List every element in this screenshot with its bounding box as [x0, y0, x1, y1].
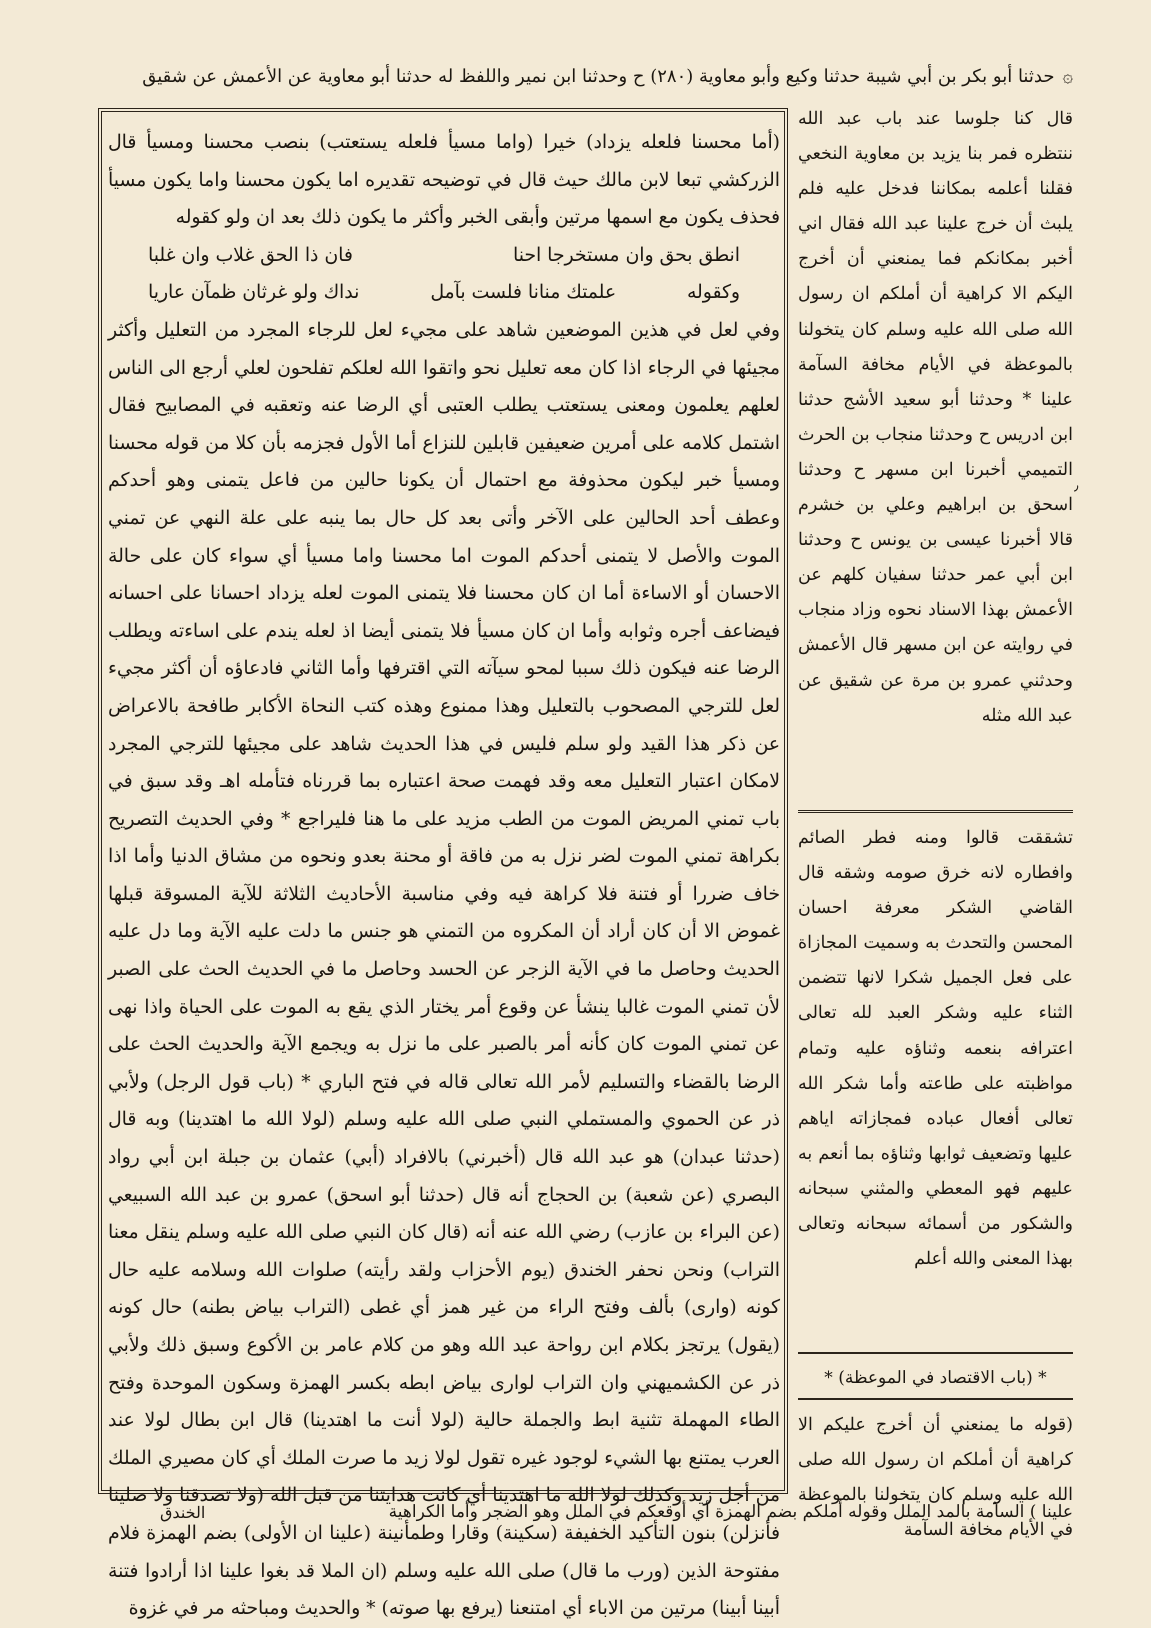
matn-bottom-block: (قوله ما يمنعني أن أخرج عليكم الا كراهية أن أملكم ان رسول الله صلى الله عليه وسلم كان يتخولنا بالموعظة في الأيام مخافة السآمة	[798, 1415, 1073, 1541]
verse-hemistich: فان ذا الحق غلاب وان غلبا	[148, 244, 353, 266]
catchword: الخندق	[160, 1503, 206, 1522]
divider	[798, 810, 1073, 813]
matn-column	[798, 102, 1073, 1541]
verse-hemistich: نداك ولو غرثان ظمآن عاريا	[148, 282, 360, 304]
poetry-line	[108, 237, 780, 275]
header-text: حدثنا أبو بكر بن أبي شيبة حدثنا وكيع وأبو معاوية (٢٨٠) ح وحدثنا ابن نمير واللفظ له حدثنا أبو معاوية عن الأعمش عن شقيق	[142, 66, 1055, 87]
ornament-icon: ۞	[1062, 66, 1073, 87]
divider	[798, 1352, 1073, 1354]
sharh-paragraph: وفي لعل في هذين الموضعين شاهد على مجيء لعل للرجاء المجرد من التعليل وأكثر مجيئها في الرجاء اذا كان معه تعليل نحو واتقوا الله لعلكم تفلحون لعلي أرجع الى الناس لعلهم يعلمون ومعنى يستعتب يطلب العتبى أي الرضا عنه وتعقبه في المصابيح فقال اشتمل كلامه على أمرين ضعيفين قابلين للنزاع أما الأول فجزمه بأن كلا من قوله محسنا ومسيأ خبر ليكون محذوفة مع احتمال أن يكونا حالين من فاعل يتمنى وهو أحدكم وعطف أحد الحالين على الآخر وأتى بعد كل حال بما ينبه على علة النهي عن تمني الموت والأصل لا يتمنى أحدكم الموت اما محسنا واما مسيأ أي سواء كان على حالة الاحسان أو الاساءة أما ان كان محسنا فلا يتمنى الموت لعله يزداد احسانا على احسانه فيضاعف أجره وثوابه وأما ان كان مسيأ فلا يتمنى أيضا اذ لعله يندم على اساءته ويطلب الرضا عنه فيكون ذلك سببا لمحو سيآته التي اقترفها وأما الثاني فادعاؤه أن أكثر مجيء لعل للترجي المصحوب بالتعليل وهذا ممنوع وهذه كتب النحاة الأكابر طافحة بالاعراض عن ذكر هذا القيد ولو سلم فليس في هذا الحديث شاهد على مجيئها للترجي المجرد لامكان اعتبار التعليل معه وقد فهمت صحة اعتباره بما قررناه فتأمله اهـ وقد سبق في باب تمني المريض الموت من الطب مزيد على ما هنا فليراجع * وفي الحديث التصريح بكراهة تمني الموت لضر نزل به من فاقة أو محنة بعدو ونحوه من مشاق الدنيا وأما اذا خاف ضررا أو فتنة فلا كراهة فيه وفي مناسبة الأحاديث الثلاثة للآية المسوقة قبلها غموض الا أن كان أراد أن المكروه من التمني هو جنس ما دلت عليه الآية وما دل عليه الحديث وحاصل ما في الآية الزجر عن الحسد وحاصل ما في الحديث الحث على الصبر لأن تمني الموت غالبا ينشأ عن وقوع أمر يختار الذي يقع به الموت على الحياة واذا نهى عن تمني الموت كان كأنه أمر بالصبر على ما نزل به ويجمع الآية والحديث الحث على الرضا بالقضاء والتسليم لأمر الله تعالى قاله في فتح الباري * (باب قول الرجل) ولأبي ذر عن الحموي والمستملي النبي صلى الله عليه وسلم (لولا الله ما اهتدينا) وبه قال (حدثنا عبدان) هو عبد الله قال (أخبرني) بالافراد (أبي) عثمان بن جبلة ابن أبي رواد البصري (عن شعبة) بن الحجاج أنه قال (حدثنا أبو اسحق) عمرو بن عبد الله السبيعي (عن البراء بن عازب) رضي الله عنه أنه (قال كان النبي صلى الله عليه وسلم ينقل معنا التراب) ونحن نحفر الخندق (يوم الأحزاب ولقد رأيته) صلوات الله وسلامه عليه حال كونه (وارى) بألف وفتح الراء من غير همز أي غطى (التراب بياض بطنه) حال كونه (يقول) يرتجز بكلام ابن رواحة عبد الله وهو من كلام عامر بن الأكوع وسبق ذلك ولأبي ذر عن الكشميهني وان التراب لوارى بياض ابطه بكسر الهمزة وسكون الموحدة وفتح الطاء المهملة تثنية ابط والجملة حالية (لولا أنت ما اهتدينا) قال ابن بطال لولا عند العرب يمتنع بها الشيء لوجود غيره تقول لولا زيد ما صرت الملك أي كان مصيري الملك من أجل زيد وكذلك لولا الله ما اهتدينا أي كانت هدايتنا من قبل الله (ولا تصدقنا ولا صلينا فأنزلن) بنون التأكيد الخفيفة (سكينة) وقارا وطمأنينة (علينا ان الأولى) بضم الهمزة فلام مفتوحة الذين (ورب ما قال) صلى الله عليه وسلم (ان الملا قد بغوا علينا اذا أرادوا فتنة أبينا أبينا) مرتين من الاباء أي امتنعنا (يرفع بها صوته) * والحديث ومباحثه مر في غزوة	[108, 319, 780, 1620]
margin-mark: ٫	[1074, 478, 1079, 494]
verse-hemistich: انطق بحق وان مستخرجا احنا	[512, 244, 740, 266]
matn-commentary-block: تشققت قالوا ومنه فطر الصائم وافطاره لانه خرق صومه وشقه قال القاضي الشكر معرفة احسان المحسن والتحدث به وسميت المجازاة على فعل الجميل شكرا لانها تتضمن الثناء عليه وشكر العبد لله تعالى اعترافه بنعمه وثناؤه عليه وتمام مواظبته على طاعته وأما شكر الله تعالى أفعال عباده فمجازاته اياهم عليها وتضعيف ثوابها وثناؤه بما أنعم به عليهم فهو المعطي والمثني سبحانه والشكور من أسمائه سبحانه وتعالى بهذا المعنى والله أعلم	[798, 828, 1073, 1270]
verse-lead: وكقوله	[686, 282, 740, 304]
verse-hemistich: علمتك منانا فلست بآمل	[430, 282, 617, 304]
poetry-line	[108, 274, 780, 312]
divider	[798, 1398, 1073, 1400]
sharh-paragraph: (أما محسنا فلعله يزداد) خيرا (واما مسيأ فلعله يستعتب) بنصب محسنا ومسيأ قال الزركشي تبعا لابن مالك حيث قال في توضيحه تقديره اما يكون محسنا واما يكون مسيأ فحذف يكون مع اسمها مرتين وأبقى الخبر وأكثر ما يكون ذلك بعد ان ولو كقوله	[108, 132, 780, 229]
footer-line: علينا ) السآمة بالمد الملل وقوله أملكم بضم الهمزة أي أوقعكم في الملل وهو الضجر وأما الكراهية	[388, 1502, 1073, 1522]
header-line	[80, 62, 1073, 92]
matn-top-block: قال كنا جلوسا عند باب عبد الله ننتظره فمر بنا يزيد بن معاوية النخعي فقلنا أعلمه بمكاننا فدخل عليه فلم يلبث أن خرج علينا عبد الله فقال اني أخبر بمكانكم فما يمنعني أن أخرج اليكم الا كراهية أن أملكم ان رسول الله صلى الله عليه وسلم كان يتخولنا بالموعظة في الأيام مخافة السآمة علينا * وحدثنا أبو سعيد الأشج حدثنا ابن ادريس ح وحدثنا منجاب بن الحرث التميمي أخبرنا ابن مسهر ح وحدثنا اسحق بن ابراهيم وعلي بن خشرم قالا أخبرنا عيسى بن يونس ح وحدثنا ابن أبي عمر حدثنا سفيان كلهم عن الأعمش بهذا الاسناد نحوه وزاد منجاب في روايته عن ابن مسهر قال الأعمش وحدثني عمرو بن مرة عن شقيق عن عبد الله مثله	[798, 109, 1073, 726]
chapter-title: * (باب الاقتصاد في الموعظة) *	[824, 1368, 1047, 1388]
